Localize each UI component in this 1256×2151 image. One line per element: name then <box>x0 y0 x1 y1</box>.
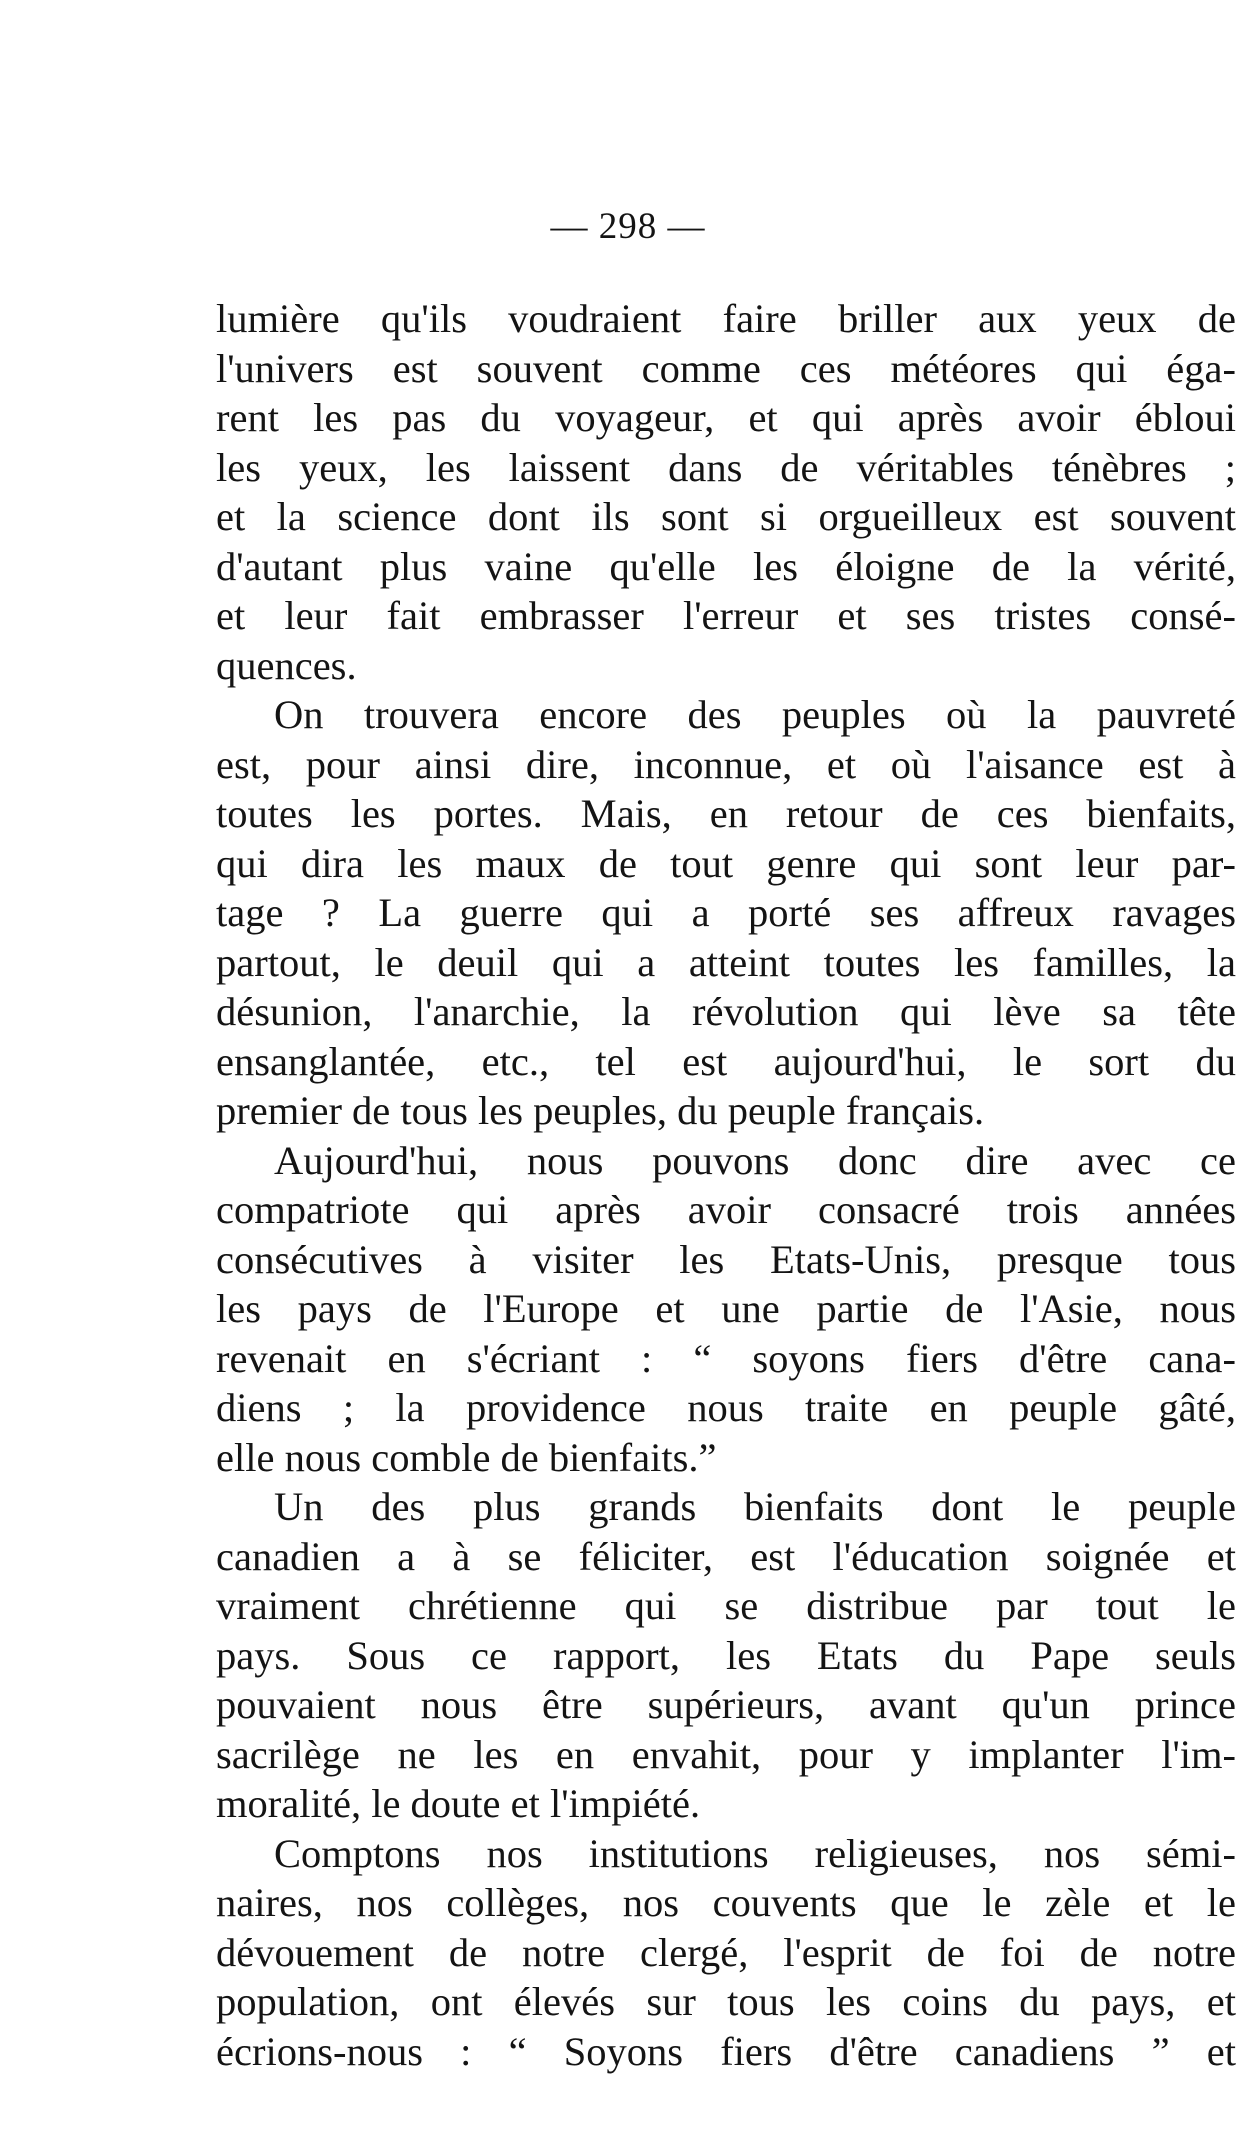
text-line: tage ? La guerre qui a porté ses affreux ravages <box>216 890 1236 935</box>
text-line: est, pour ainsi dire, inconnue, et où l'aisance est à <box>216 741 1236 787</box>
text-line: revenait en s'écriant : “ soyons fiers d'être cana- <box>216 1335 1236 1381</box>
text-line: partout, le deuil qui a atteint toutes les familles, la <box>216 939 1236 985</box>
text-line: Aujourd'hui, nous pouvons donc dire avec ce <box>274 1137 1236 1183</box>
text-line: Un des plus grands bienfaits dont le peuple <box>274 1484 1236 1529</box>
text-line: qui dira les maux de tout genre qui sont leur par- <box>216 840 1236 886</box>
text-line: canadien a à se féliciter, est l'éducation soignée et <box>216 1533 1236 1579</box>
text-line: consécutives à visiter les Etats-Unis, presque tous <box>216 1236 1236 1282</box>
text-line: et leur fait embrasser l'erreur et ses tristes consé- <box>216 593 1236 638</box>
text-line: Comptons nos institutions religieuses, nos sémi- <box>274 1830 1236 1876</box>
text-line: désunion, l'anarchie, la révolution qui lève sa tête <box>216 989 1236 1034</box>
text-line: pays. Sous ce rapport, les Etats du Pape seuls <box>216 1632 1236 1678</box>
text-line: moralité, le doute et l'impiété. <box>216 1781 701 1826</box>
text-line: écrions-nous : “ Soyons fiers d'être canadiens ” et <box>216 2028 1236 2074</box>
text-line: dévouement de notre clergé, l'esprit de foi de notre <box>216 1929 1236 1975</box>
page-number: — 298 — <box>550 206 706 247</box>
text-line: d'autant plus vaine qu'elle les éloigne de la vérité, <box>216 543 1236 589</box>
body-text <box>216 294 1236 2076</box>
text-line: rent les pas du voyageur, et qui après avoir ébloui <box>216 395 1236 440</box>
text-line: toutes les portes. Mais, en retour de ces bienfaits, <box>216 791 1236 836</box>
text-line: On trouvera encore des peuples où la pauvreté <box>274 692 1236 737</box>
text-line: pouvaient nous être supérieurs, avant qu'un prince <box>216 1682 1236 1727</box>
text-line: les pays de l'Europe et une partie de l'Asie, nous <box>216 1286 1236 1331</box>
text-line: quences. <box>216 642 357 688</box>
text-line: ensanglantée, etc., tel est aujourd'hui, le sort du <box>216 1038 1236 1084</box>
text-line: naires, nos collèges, nos couvents que le zèle et le <box>216 1880 1236 1925</box>
text-line: lumière qu'ils voudraient faire briller aux yeux de <box>216 296 1236 341</box>
text-line: elle nous comble de bienfaits.” <box>216 1434 717 1480</box>
text-line: vraiment chrétienne qui se distribue par tout le <box>216 1583 1236 1628</box>
text-line: et la science dont ils sont si orgueilleux est souvent <box>216 494 1236 539</box>
text-line: diens ; la providence nous traite en peuple gâté, <box>216 1385 1236 1430</box>
text-line: l'univers est souvent comme ces météores qui éga- <box>216 345 1236 391</box>
text-line: premier de tous les peuples, du peuple français. <box>216 1088 985 1133</box>
text-line: compatriote qui après avoir consacré trois années <box>216 1187 1236 1232</box>
text-line: les yeux, les laissent dans de véritables ténèbres ; <box>216 444 1236 490</box>
text-line: sacrilège ne les en envahit, pour y implanter l'im- <box>216 1731 1236 1777</box>
text-line: population, ont élevés sur tous les coins du pays, et <box>216 1979 1236 2024</box>
